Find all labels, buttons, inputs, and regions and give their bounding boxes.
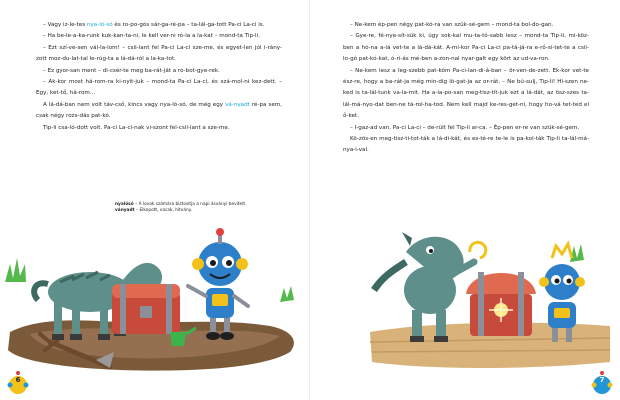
glossary-term-highlight: vá-nyadt bbox=[225, 101, 250, 108]
text-run: – Ezt szí-ve-sen vál-la-lom! – csil-lant fel Pa-ci La-ci sze-me, és egyet-len jól i-rány-zott moz-du-lat-tal le-rúg-ta a lá-dá-ról a la-ka-tot. bbox=[36, 44, 282, 63]
story-paragraph bbox=[343, 31, 589, 65]
glossary-term: ványadt bbox=[115, 208, 135, 214]
page-number: 7 bbox=[599, 376, 605, 384]
text-run: A lá-dá-ban nem volt táv-cső, kincs vagy nya-ló-só, de még egy bbox=[43, 101, 226, 108]
story-paragraph bbox=[36, 31, 282, 42]
horseshoe-icon bbox=[470, 242, 486, 258]
page-number: 6 bbox=[15, 376, 21, 384]
gadget-icon bbox=[552, 244, 572, 258]
text-run: – Ne-kem ép-pen négy pat-kó-ra van szük-sé-gem – mond-ta bol-do-gan. bbox=[350, 22, 554, 28]
text-run: – Ak-kor most há-rom-ra ki-nyit-juk – mond-ta Pa-ci La-ci, és szá-mol-ni kez-dett. – Egy, ket-tő, há-rom… bbox=[36, 79, 282, 97]
text-run: – Vagy iz-le-tes bbox=[43, 22, 87, 28]
text-run: és ro-po-gós sár-ga-ré-pa – ta-lál-ga-tott Pa-ci La-ci is. bbox=[112, 22, 265, 28]
text-run: ré-pa sem, csak négy rozs-dás pat-kó. bbox=[36, 101, 282, 120]
glossary-entry bbox=[115, 208, 295, 214]
story-paragraph bbox=[36, 43, 282, 66]
story-paragraph bbox=[36, 66, 282, 77]
left-story-text bbox=[36, 20, 282, 134]
text-run: – Gye-re, fé-nye-sít-sük ki, úgy sok-kal mu-ta-tó-sabb lesz – mond-ta Tip-li, mi-köz-ben a hó-na a-lá vet-te a lá-dá-kát. A-mi-kor Pa-ci La-ci pa-tá-já-ra e-rő-sí-tet-te a csil-lo-gó pat-kó-kat, ó-ri-ás mé-ben a-zon-nal nyar-galt egy kört az ud-va-ron. bbox=[343, 33, 589, 63]
text-run: – I-gaz-ad van, Pa-ci La-ci – de-rült fel Tip-li ar-ca. – Ép-pen er-re van szük-sé-gem. bbox=[350, 124, 580, 131]
story-paragraph bbox=[343, 66, 589, 123]
glossary-definition: – Elkopott, vacak, hitvány. bbox=[134, 208, 192, 214]
story-paragraph bbox=[343, 20, 589, 31]
glossary-definition: – A lovak számára biztosítja a napi ásványi bevitelt. bbox=[133, 202, 247, 207]
illustration-horse-robot-chest bbox=[0, 222, 310, 382]
story-paragraph bbox=[36, 77, 282, 100]
treasure-chest-icon bbox=[466, 272, 536, 336]
story-paragraph bbox=[343, 134, 589, 157]
story-paragraph bbox=[36, 100, 282, 123]
story-paragraph bbox=[36, 20, 282, 31]
text-run: Kö-zös-en meg-tisz-ti-tot-ták a lá-di-kát, és es-té-re te-le is pa-kol-ták Tip-li ta-lál-má-nya-i-val. bbox=[343, 136, 589, 154]
treasure-chest-icon bbox=[112, 284, 180, 334]
illustration-celebrating-with-chest bbox=[310, 222, 620, 382]
glossary-footnote bbox=[115, 202, 295, 215]
text-run: – Ez gyor-san ment – di-csér-te meg ba-rát-ját a ro-bot-gye-rek. bbox=[43, 67, 220, 74]
story-paragraph bbox=[36, 123, 282, 134]
grass-tuft bbox=[280, 286, 294, 302]
right-page bbox=[310, 0, 620, 400]
grass-tuft bbox=[5, 258, 26, 282]
text-run: – Ne-kem lesz a leg-szebb pat-kóm Pa-ci-lan-di-á-ban – ör-ven-de-zett. Ek-kor vet-te ész-re, hogy a ba-rát-ja még min-dig lö-gat-ja az or-rát. – Ne bú-sulj, Tip-li! Hi-szen ne-ked is ta-lál-tunk va-la-mit. Ha a-la-po-san meg-tisz-tít-juk ezt a lá-dát, az ösz-szes ta-lál-má-nyo-dat ben-ne tá-rol-ha-tod. Nem kell majd ke-res-get-ni, hogy ho-vá tet-ted el ő-ket. bbox=[343, 67, 589, 120]
text-run: Tip-li csa-ló-dott volt. Pa-ci La-ci-nak vi-szont fel-csil-lant a sze-me. bbox=[43, 124, 230, 131]
story-paragraph bbox=[343, 123, 589, 134]
right-story-text bbox=[343, 20, 589, 157]
glossary-term-highlight: nya-ló-só bbox=[86, 22, 113, 28]
glossary-term: nyalósó bbox=[115, 202, 134, 207]
text-run: – Ha be-le-a-ka-runk kuk-kan-ta-ni, le kell ver-ni ró-la a la-kat – mond-ta Tip-li. bbox=[43, 33, 260, 40]
